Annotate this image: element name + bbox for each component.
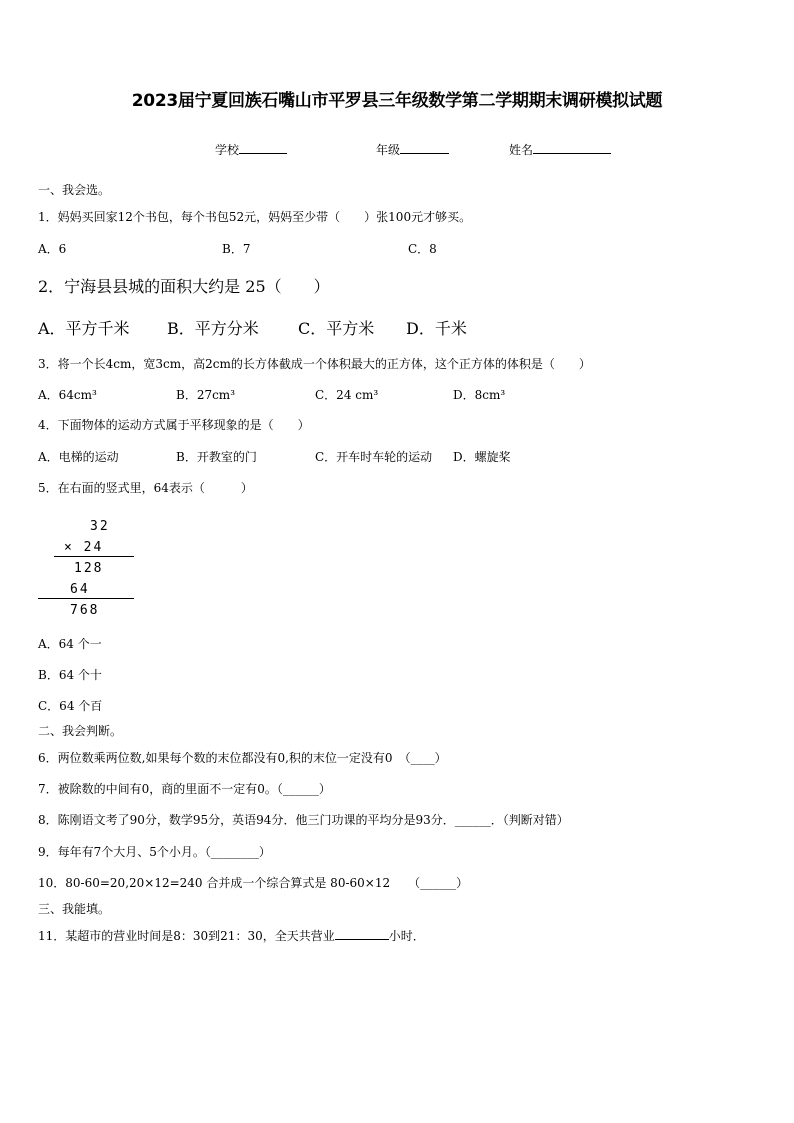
q5-option-b: B．64 个十 (38, 668, 102, 682)
q7-answer-blank: （______） (276, 782, 331, 796)
grade-field (376, 141, 449, 158)
question-2: 2．宁海县县城的面积大约是 25（ ） (38, 277, 330, 296)
q11-text-b: 小时． (388, 929, 425, 943)
page-title: 2023届宁夏回族石嘴山市平罗县三年级数学第二学期期末调研模拟试题 (131, 91, 663, 111)
q5-option-a: A．64 个一 (38, 637, 102, 651)
q2-option-b: B．平方分米 (167, 319, 259, 338)
grade-blank (400, 141, 449, 154)
q1-option-b: B．7 (222, 242, 251, 256)
calc-line-5: 768 (70, 603, 100, 618)
question-10 (38, 874, 468, 891)
section-heading-1: 一、我会选。 (38, 183, 111, 197)
question-4: 4．下面物体的运动方式属于平移现象的是（ ） (38, 418, 310, 432)
section-heading-2: 二、我会判断。 (38, 724, 123, 738)
question-8: 8．陈刚语文考了90分，数学95分，英语94分．他三门功课的平均分是93分．______．（判断对错） (38, 813, 569, 827)
q6-answer-blank: （____） (404, 751, 447, 765)
calc-line-4: 64 (70, 582, 90, 597)
name-field (509, 141, 611, 158)
question-3: 3．将一个长4cm，宽3cm，高2cm的长方体截成一个体积最大的正方体，这个正方体的体积是（ ） (38, 357, 591, 371)
q3-option-b: B．27cm³ (176, 388, 235, 402)
name-blank (533, 141, 611, 154)
q11-text-a: 11．某超市的营业时间是8：30到21：30，全天共营业 (38, 929, 335, 943)
question-6 (38, 749, 447, 766)
calc-line-1: 32 (90, 519, 110, 534)
grade-label: 年级 (376, 143, 401, 157)
q11-answer-blank (335, 927, 389, 940)
calc-rule-1 (54, 556, 134, 557)
q6-text: 6．两位数乘两位数,如果每个数的末位都没有0,积的末位一定没有0 (38, 751, 393, 765)
q2-option-c: C．平方米 (298, 319, 375, 338)
q4-option-b: B．开教室的门 (176, 450, 257, 464)
q1-option-c: C．8 (408, 242, 437, 256)
calc-rule-2 (38, 598, 134, 599)
q7-text: 7．被除数的中间有0，商的里面不一定有0。 (38, 782, 277, 796)
q2-option-d: D．千米 (406, 319, 467, 338)
q10-text: 10．80-60=20,20×12=240 合并成一个综合算式是 80-60×12 (38, 876, 391, 890)
section-heading-3: 三、我能填。 (38, 902, 111, 916)
q10-answer-blank: （______） (414, 876, 469, 890)
name-label: 姓名 (509, 143, 534, 157)
question-9 (38, 843, 271, 860)
question-5: 5．在右面的竖式里，64表示（ ） (38, 481, 253, 495)
q2-option-a: A．平方千米 (38, 319, 130, 338)
q9-text: 9．每年有7个大月、5个小月。 (38, 845, 205, 859)
question-7 (38, 780, 331, 797)
q1-option-a: A．6 (38, 242, 67, 256)
q4-option-a: A．电梯的运动 (38, 450, 119, 464)
question-1: 1．妈妈买回家12个书包，每个书包52元，妈妈至少带（ ）张100元才够买。 (38, 210, 472, 224)
q3-option-d: D．8cm³ (453, 388, 506, 402)
q9-answer-blank: （________） (204, 845, 271, 859)
school-blank (239, 141, 287, 154)
calc-line-2: × 24 (64, 540, 104, 555)
calc-line-3: 128 (74, 561, 104, 576)
q5-option-c: C．64 个百 (38, 699, 103, 713)
q4-option-d: D．螺旋桨 (453, 450, 511, 464)
q3-option-c: C．24 cm³ (315, 388, 379, 402)
q3-option-a: A．64cm³ (38, 388, 97, 402)
question-11 (38, 927, 425, 944)
school-label: 学校 (215, 143, 240, 157)
q4-option-c: C．开车时车轮的运动 (315, 450, 433, 464)
school-field (215, 141, 287, 158)
